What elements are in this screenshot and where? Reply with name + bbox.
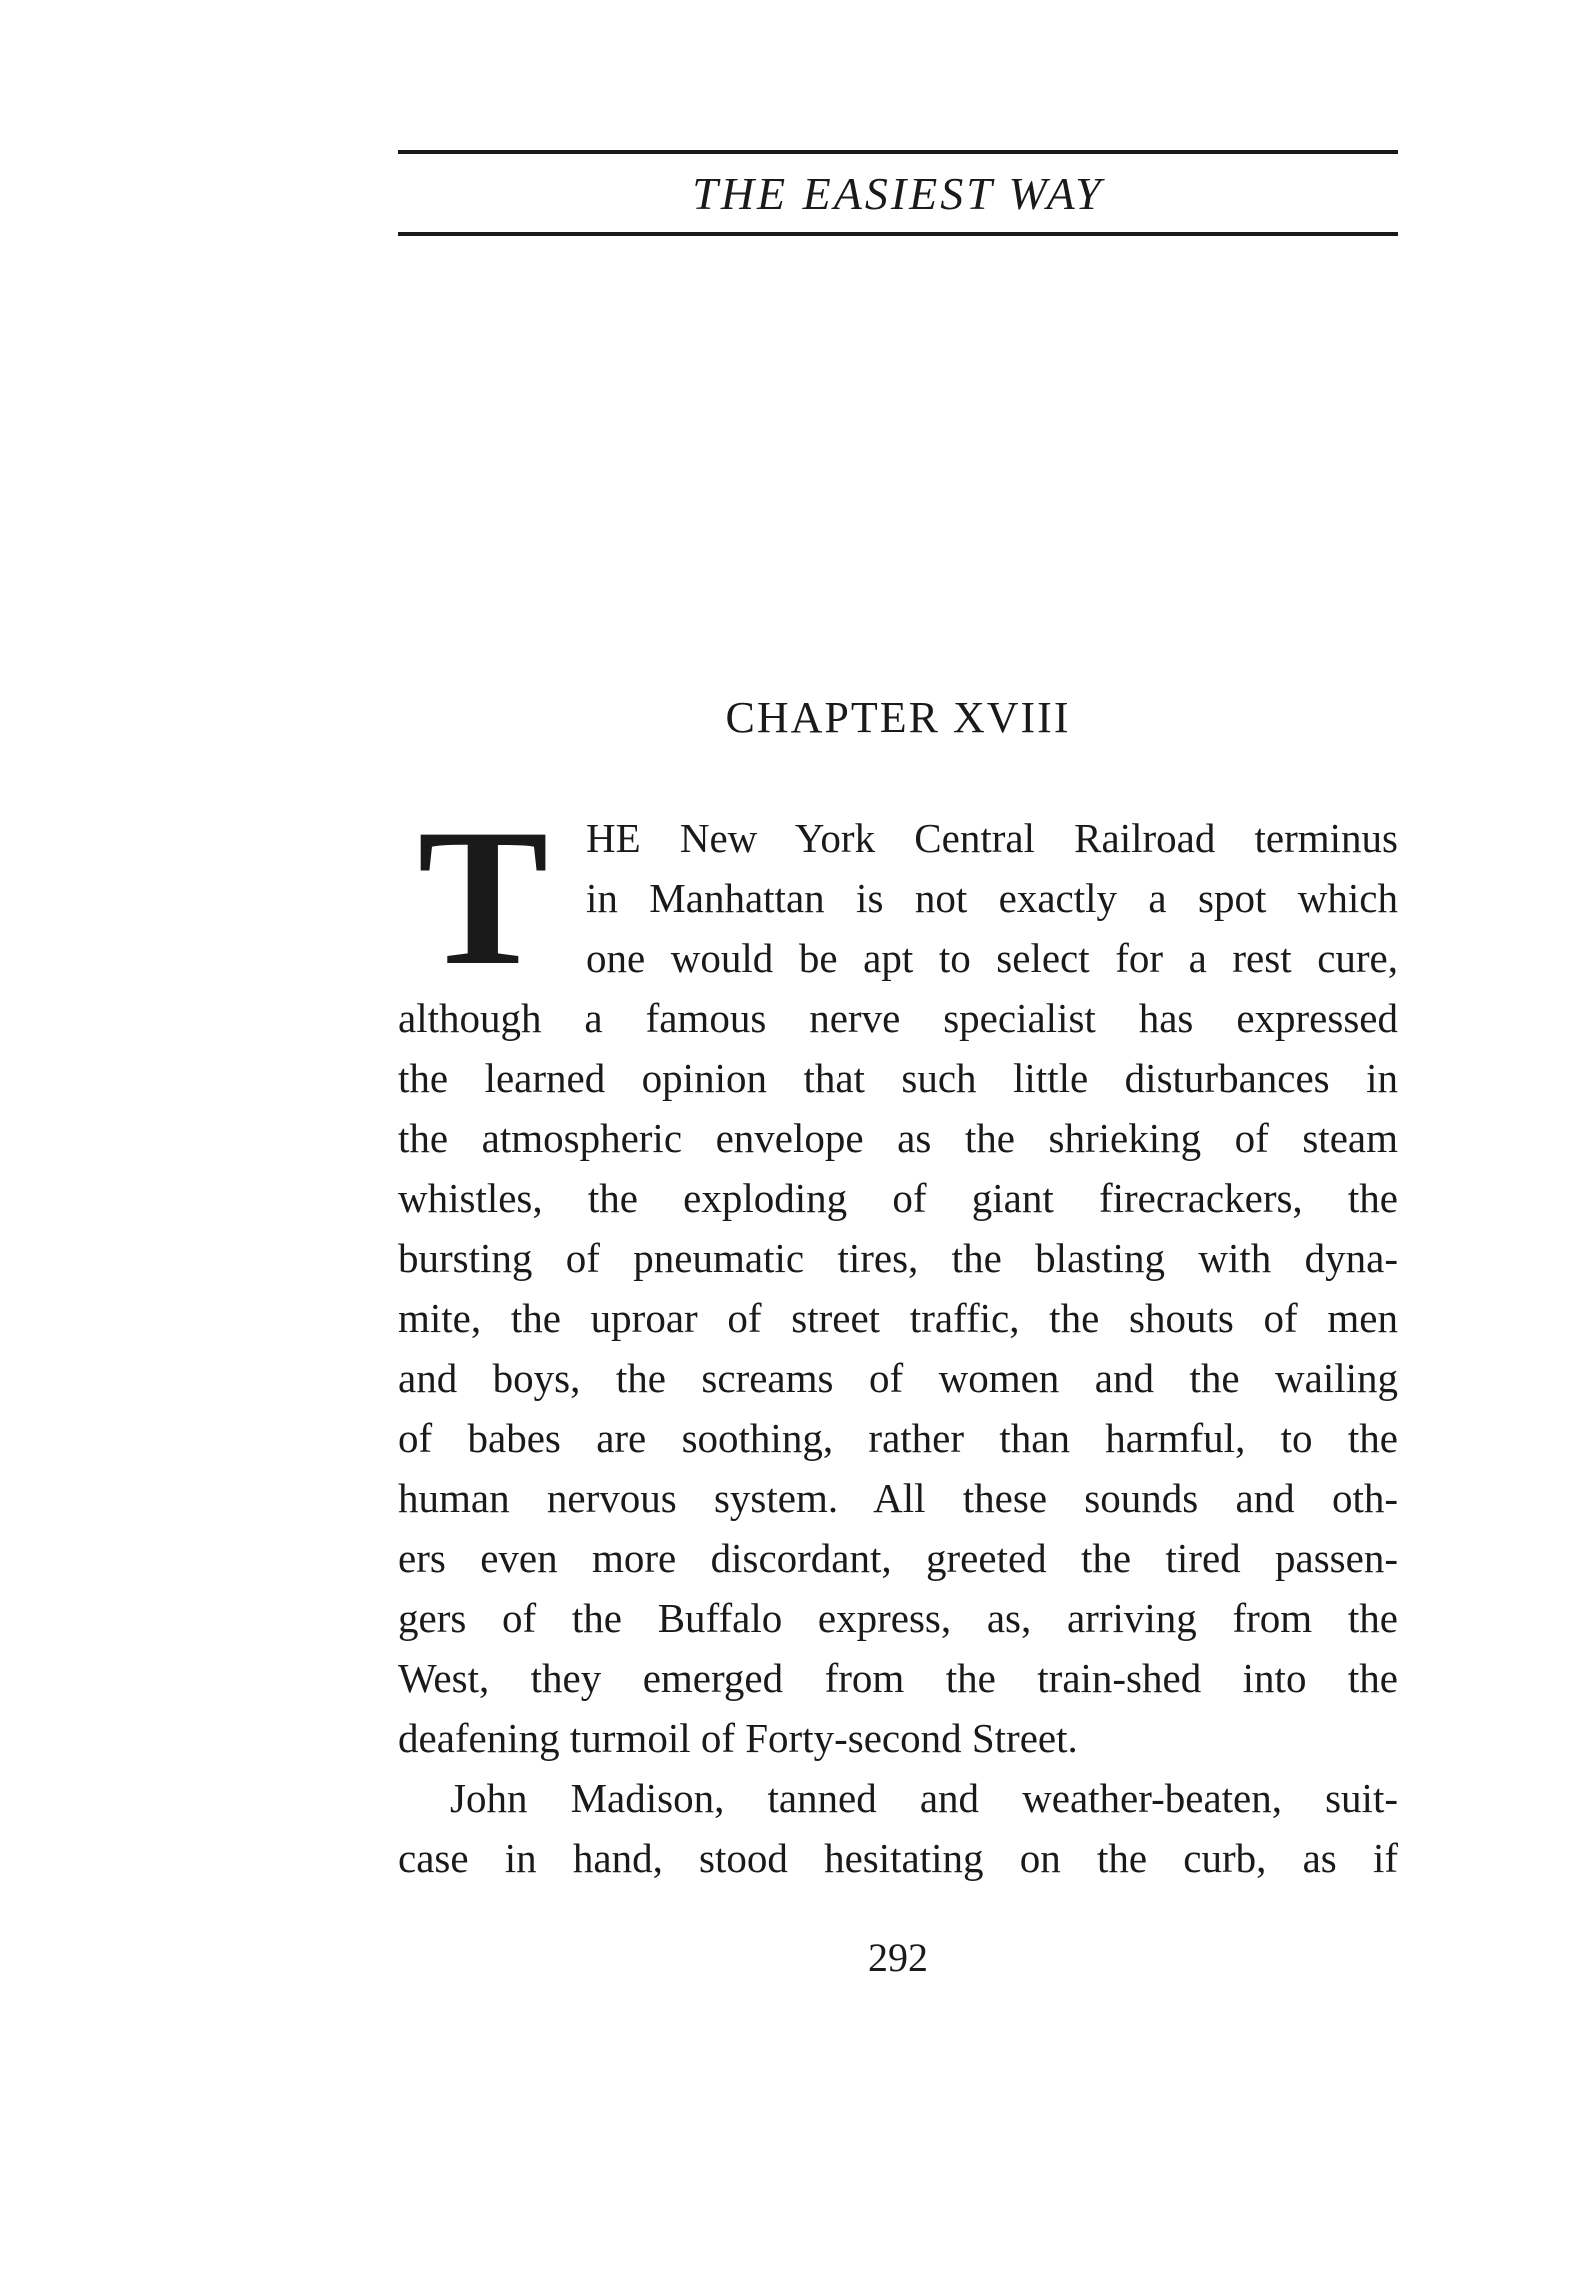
text-line: West, they emerged from the train-shed into the (398, 1655, 1398, 1701)
drop-cap (398, 789, 568, 1006)
text-line: one would be apt to select for a rest cure, (586, 935, 1398, 981)
text-line: mite, the uproar of street traffic, the shouts of men (398, 1295, 1398, 1341)
text-line: gers of the Buffalo express, as, arriving from the (398, 1595, 1398, 1641)
text-line: and boys, the screams of women and the wailing (398, 1355, 1398, 1401)
text-line: John Madison, tanned and weather-beaten, suit- (450, 1775, 1398, 1821)
running-head (398, 150, 1398, 245)
text-line: the learned opinion that such little disturbances in (398, 1055, 1398, 1101)
text-line: ers even more discordant, greeted the tired passen- (398, 1535, 1398, 1581)
text-line: although a famous nerve specialist has expressed (398, 995, 1398, 1041)
text-line: human nervous system. All these sounds and oth- (398, 1475, 1398, 1521)
text-line: in Manhattan is not exactly a spot which (586, 875, 1398, 921)
top-rule (398, 150, 1398, 154)
page-number: 292 (868, 1935, 928, 1980)
running-title: THE EASIEST WAY (692, 168, 1104, 219)
text-line: deafening turmoil of Forty-second Street. (398, 1715, 1078, 1761)
bottom-rule (398, 232, 1398, 236)
text-line: HE New York Central Railroad terminus (586, 815, 1398, 861)
text-line: case in hand, stood hesitating on the curb, as if (398, 1835, 1398, 1881)
text-line: of babes are soothing, rather than harmful, to the (398, 1415, 1398, 1461)
drop-cap-letter: T (417, 789, 549, 1006)
text-line: bursting of pneumatic tires, the blasting with dyna- (398, 1235, 1398, 1281)
text-line: the atmospheric envelope as the shrieking of steam (398, 1115, 1398, 1161)
text-line: whistles, the exploding of giant firecrackers, the (398, 1175, 1398, 1221)
chapter-heading: CHAPTER XVIII (725, 693, 1071, 742)
